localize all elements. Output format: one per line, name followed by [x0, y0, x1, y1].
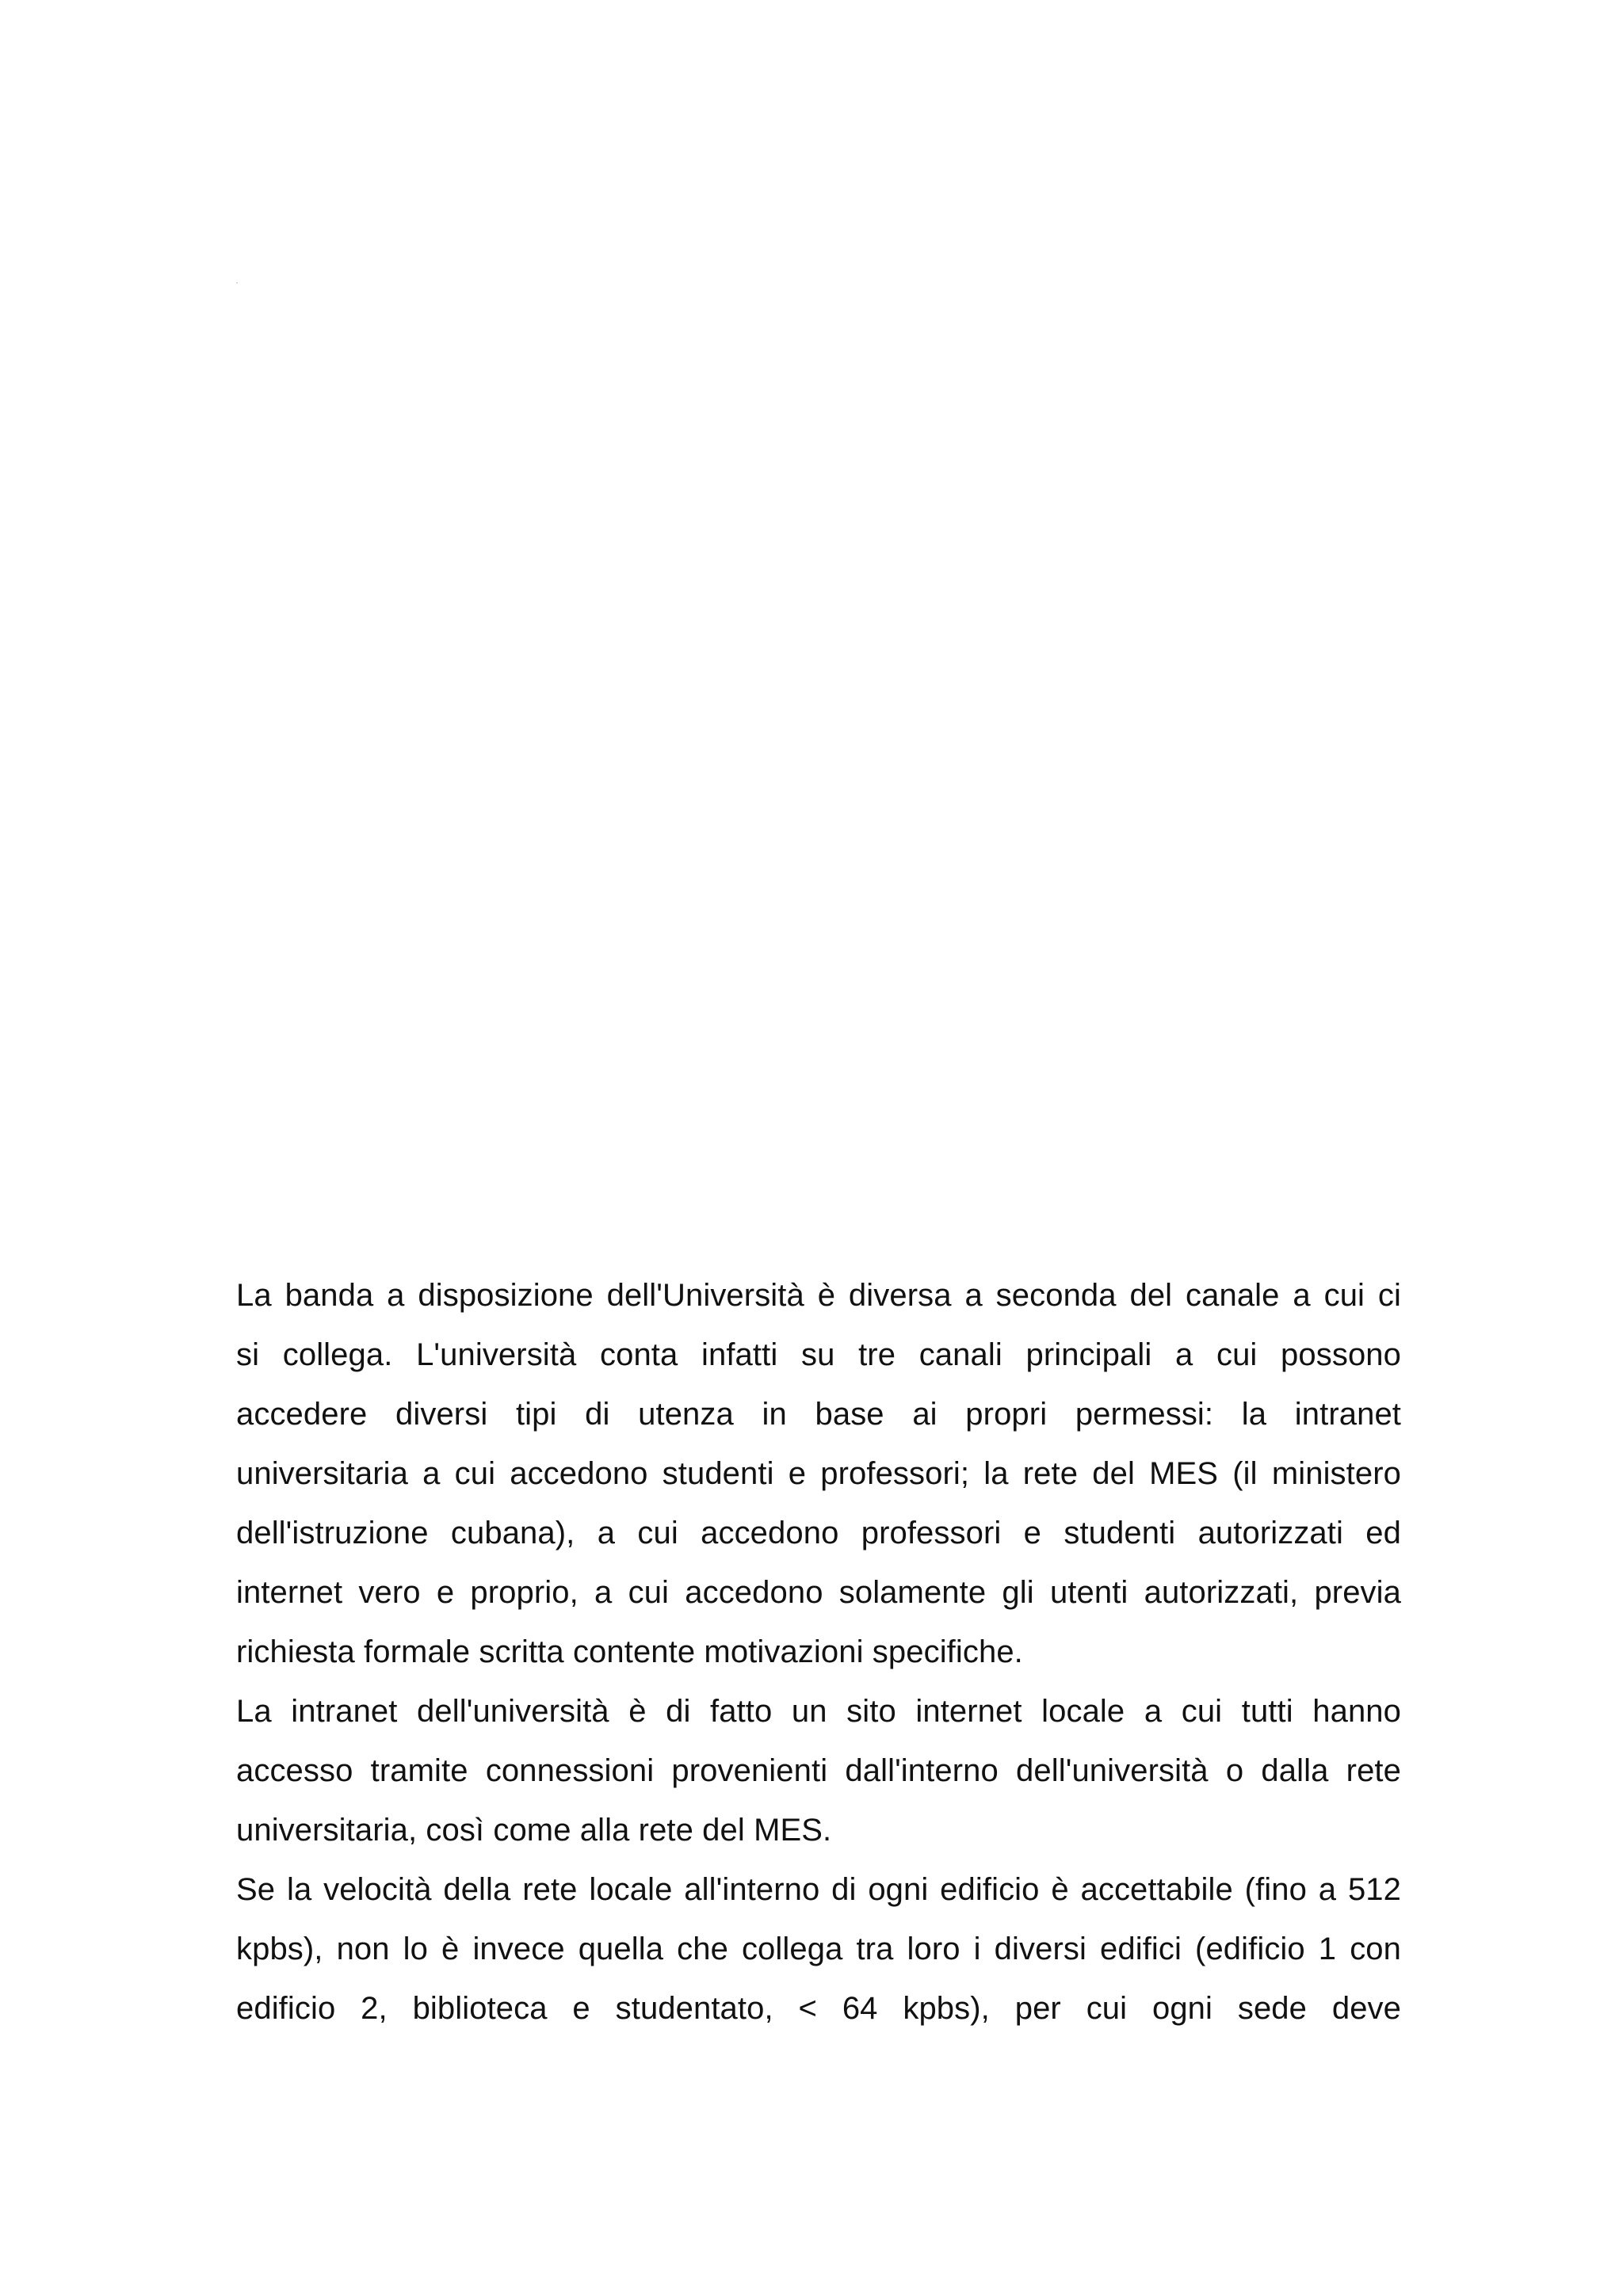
text-line: internet vero e proprio, a cui accedono solamente gli utenti autorizzati, previa — [236, 1575, 1401, 1610]
text-line: accedere diversi tipi di utenza in base ai propri permessi: la intranet — [236, 1397, 1401, 1432]
text-line: edificio 2, biblioteca e studentato, < 64 kpbs), per cui ogni sede deve — [236, 1991, 1401, 2026]
paragraph-intranet — [236, 1682, 1401, 1860]
text-line: Se la velocità della rete locale all'interno di ogni edificio è accettabile (fino a 512 — [236, 1872, 1401, 1907]
text-line: La intranet dell'università è di fatto un sito internet locale a cui tutti hanno — [236, 1694, 1401, 1729]
body-text — [236, 1266, 1401, 2039]
text-line: richiesta formale scritta contente motivazioni specifiche. — [236, 1634, 1023, 1669]
text-line: accesso tramite connessioni provenienti dall'interno dell'università o dalla rete — [236, 1753, 1401, 1788]
paragraph-bandwidth-channels — [236, 1266, 1401, 1682]
text-line: universitaria, così come alla rete del MES. — [236, 1813, 832, 1848]
text-line: kpbs), non lo è invece quella che collega tra loro i diversi edifici (edificio 1 con — [236, 1932, 1401, 1966]
text-line: universitaria a cui accedono studenti e professori; la rete del MES (il ministero — [236, 1456, 1401, 1491]
text-line: La banda a disposizione dell'Università è diversa a seconda del canale a cui ci — [236, 1278, 1401, 1313]
text-line: si collega. L'università conta infatti su tre canali principali a cui possono — [236, 1337, 1401, 1372]
paragraph-network-speed — [236, 1860, 1401, 2039]
scan-speck — [236, 282, 238, 284]
text-line: dell'istruzione cubana), a cui accedono professori e studenti autorizzati ed — [236, 1516, 1401, 1550]
